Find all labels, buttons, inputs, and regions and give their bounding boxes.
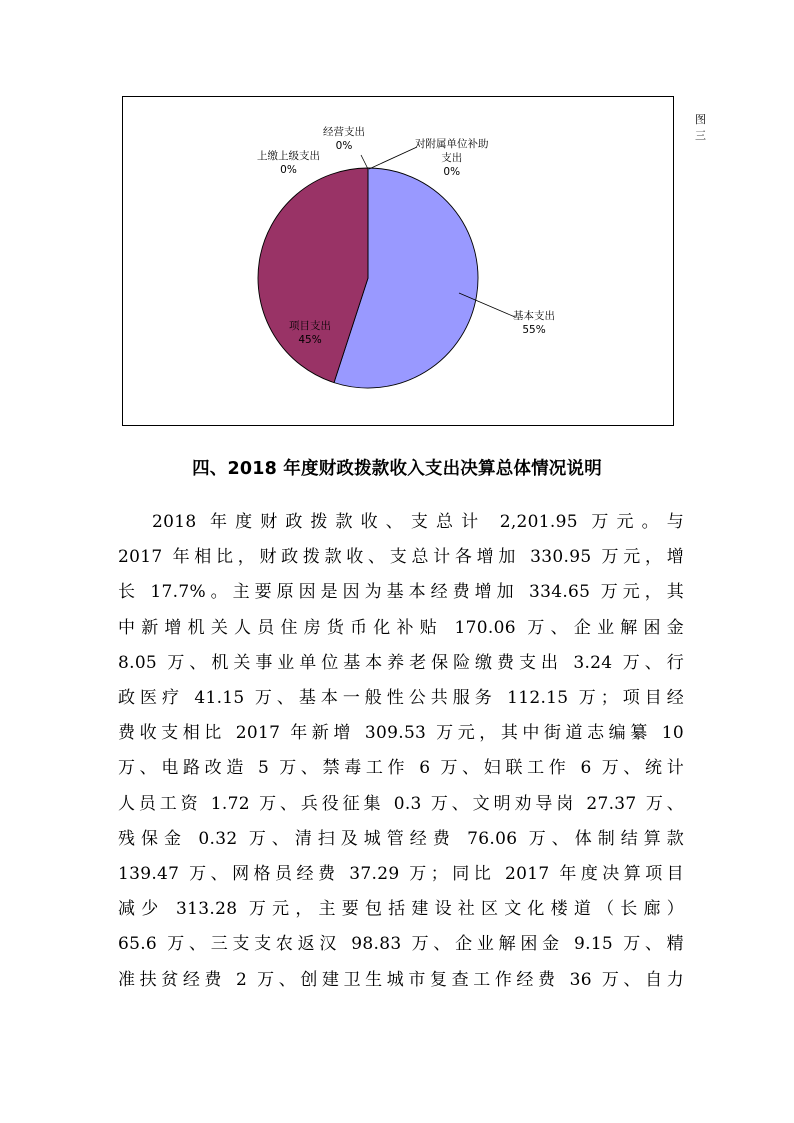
- label-basic-name: 基本支出: [513, 310, 555, 322]
- label-subsidy-name-line2: 支出: [441, 152, 463, 164]
- paragraph-line: 8.05 万、机关事业单位基本养老保险缴费支出 3.24 万、行: [118, 652, 684, 673]
- paragraph-line: 139.47 万、网格员经费 37.29 万；同比 2017 年度决算项目: [118, 864, 684, 885]
- paragraph-line: 万、电路改造 5 万、禁毒工作 6 万、妇联工作 6 万、统计: [118, 758, 684, 779]
- leader-line-jingying: [361, 155, 368, 169]
- section-title: 四、2018 年度财政拨款收入支出决算总体情况说明: [192, 459, 602, 479]
- chart-tag: 图三: [695, 113, 706, 142]
- label-shangjiao-percent: 0%: [280, 164, 297, 176]
- label-subsidy-percent: 0%: [443, 166, 461, 178]
- pie-chart-frame: [122, 96, 706, 426]
- paragraph-line: 减少 313.28 万元，主要包括建设社区文化楼道（长廊）: [118, 899, 684, 920]
- paragraph-line: 2018 年度财政拨款收、支总计 2,201.95 万元。与: [152, 512, 684, 532]
- label-shangjiao-name: 上缴上级支出: [257, 150, 320, 162]
- label-subsidy-name: 对附属单位补助: [415, 138, 489, 150]
- body-paragraph: [118, 505, 684, 998]
- paragraph-line: 2017 年相比，财政拨款收、支总计各增加 330.95 万元，增: [118, 547, 684, 568]
- paragraph-line: 残保金 0.32 万、清扫及城管经费 76.06 万、体制结算款: [118, 828, 684, 849]
- paragraph-line: 政医疗 41.15 万、基本一般性公共服务 112.15 万；项目经: [118, 688, 684, 709]
- label-jingying-percent: 0%: [335, 140, 353, 152]
- paragraph-line: 费收支相比 2017 年新增 309.53 万元，其中街道志编纂 10: [118, 723, 684, 744]
- leader-line-subsidy: [369, 147, 417, 169]
- paragraph-line: 人员工资 1.72 万、兵役征集 0.3 万、文明劝导岗 27.37 万、: [118, 793, 684, 814]
- paragraph-line: 中新增机关人员住房货币化补贴 170.06 万、企业解困金: [118, 617, 684, 638]
- label-project-name: 项目支出: [289, 320, 331, 332]
- paragraph-line: 65.6 万、三支支农返汉 98.83 万、企业解困金 9.15 万、精: [118, 934, 684, 955]
- paragraph-line: 准扶贫经费 2 万、创建卫生城市复查工作经费 36 万、自力: [118, 969, 684, 990]
- label-jingying-name: 经营支出: [323, 126, 365, 138]
- label-project-percent: 45%: [298, 334, 322, 346]
- label-shangjiao: [257, 149, 320, 177]
- pie-chart: [123, 97, 675, 427]
- label-jingying: [323, 125, 365, 153]
- label-project: [289, 319, 331, 347]
- label-basic: [513, 309, 555, 337]
- label-basic-percent: 55%: [522, 324, 546, 336]
- paragraph-line: 长 17.7%。主要原因是因为基本经费增加 334.65 万元，其: [118, 582, 684, 603]
- label-subsidy: [415, 137, 489, 179]
